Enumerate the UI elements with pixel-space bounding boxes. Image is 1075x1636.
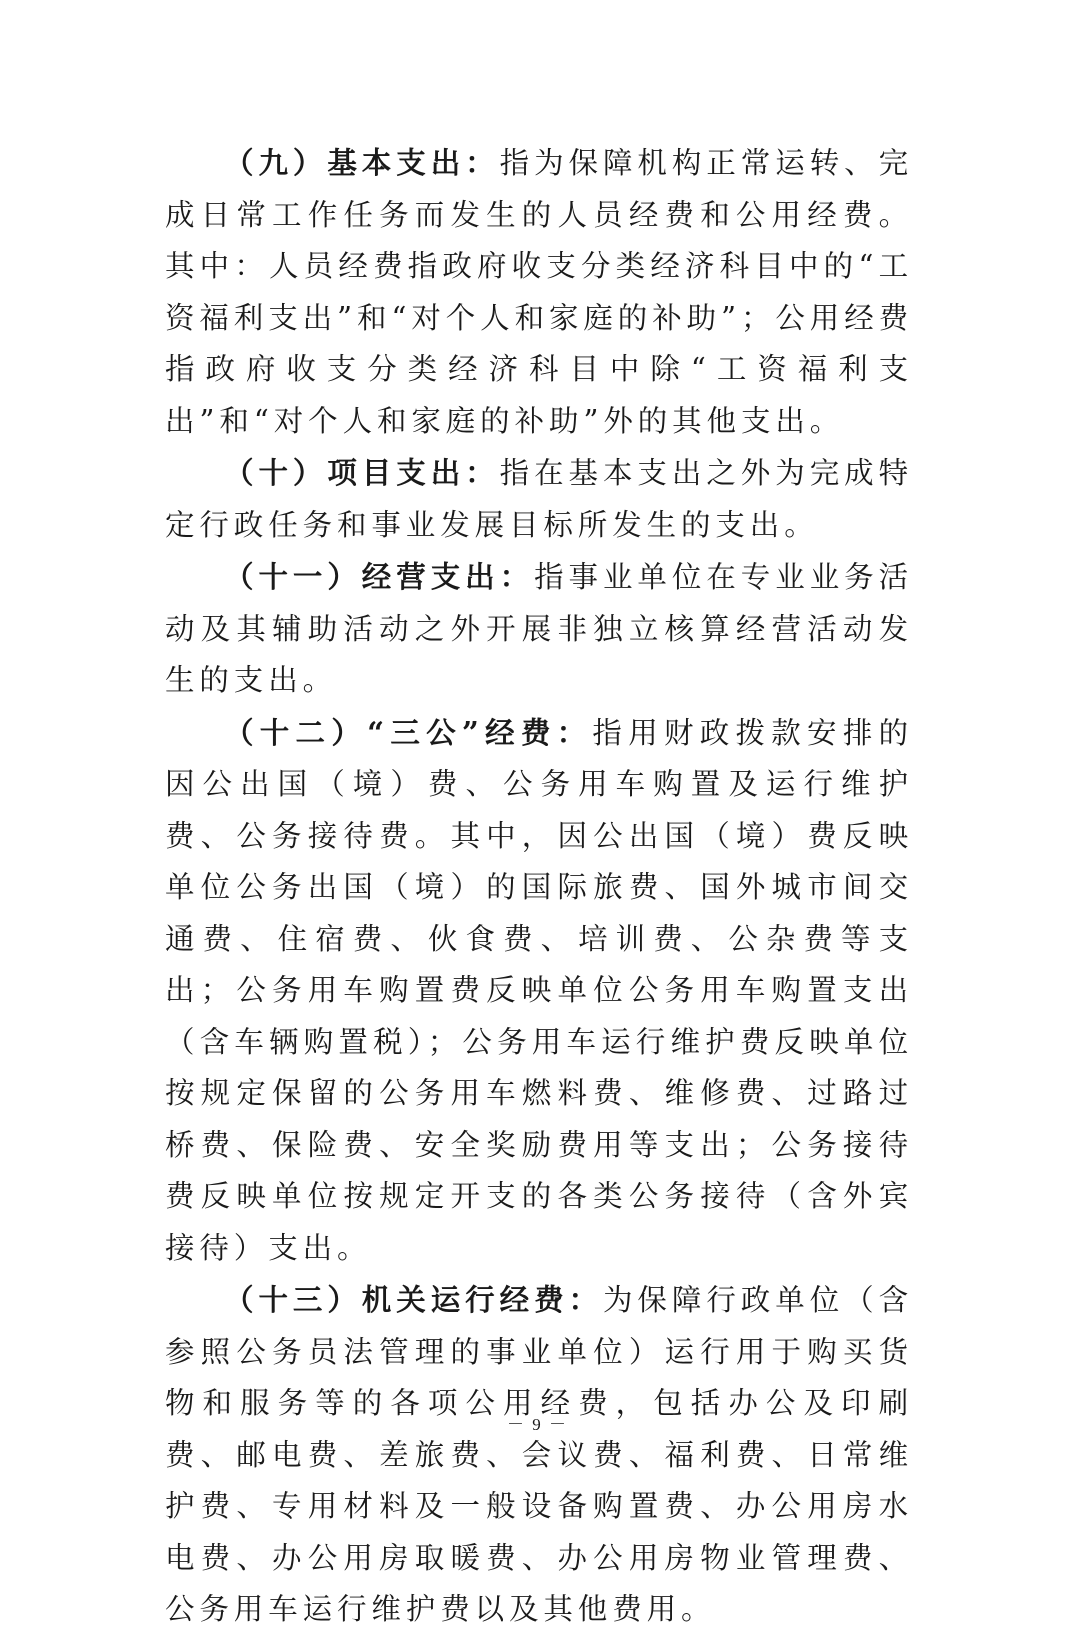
page-number: － 9 － (507, 1415, 568, 1434)
paragraph-operating-expenditure (165, 551, 913, 707)
paragraph-basic-expenditure (165, 137, 913, 447)
paragraph-heading: （十三）机关运行经费： (224, 1282, 603, 1317)
paragraph-body: 为保障行政单位（含参照公务员法管理的事业单位）运行用于购买货物和服务等的各项公用经费，包括办公及印刷费、邮电费、差旅费、会议费、福利费、日常维护费、专用材料及一般设备购置费、办公用房水电费、办公用房取暖费、办公用房物业管理费、公务用车运行维护费以及其他费用。 (165, 1283, 913, 1626)
paragraph-heading: （九）基本支出： (224, 145, 500, 180)
paragraph-project-expenditure (165, 447, 913, 551)
paragraph-heading: （十一）经营支出： (224, 559, 535, 594)
paragraph-three-public-expenses (165, 707, 913, 1275)
paragraph-body: 指在基本支出之外为完成特定行政任务和事业发展目标所发生的支出。 (165, 456, 913, 542)
paragraph-heading: （十二）“三公”经费： (224, 714, 593, 750)
paragraph-body: 指事业单位在专业业务活动及其辅助活动之外开展非独立核算经营活动发生的支出。 (165, 560, 913, 697)
paragraph-body: 指为保障机构正常运转、完成日常工作任务而发生的人员经费和公用经费。其中：人员经费指政府收支分类经济科目中的“工资福利支出”和“对个人和家庭的补助”；公用经费指政府收支分类经济科目中除“工资福利支出”和“对个人和家庭的补助”外的其他支出。 (165, 146, 913, 438)
paragraph-body: 指用财政拨款安排的因公出国（境）费、公务用车购置及运行维护费、公务接待费。其中，因公出国（境）费反映单位公务出国（境）的国际旅费、国外城市间交通费、住宿费、伙食费、培训费、公杂费等支出；公务用车购置费反映单位公务用车购置支出（含车辆购置税）；公务用车运行维护费反映单位按规定保留的公务用车燃料费、维修费、过路过桥费、保险费、安全奖励费用等支出；公务接待费反映单位按规定开支的各类公务接待（含外宾接待）支出。 (165, 715, 913, 1265)
paragraph-agency-operating-expenses (165, 1274, 913, 1636)
paragraph-heading: （十）项目支出： (224, 455, 500, 490)
